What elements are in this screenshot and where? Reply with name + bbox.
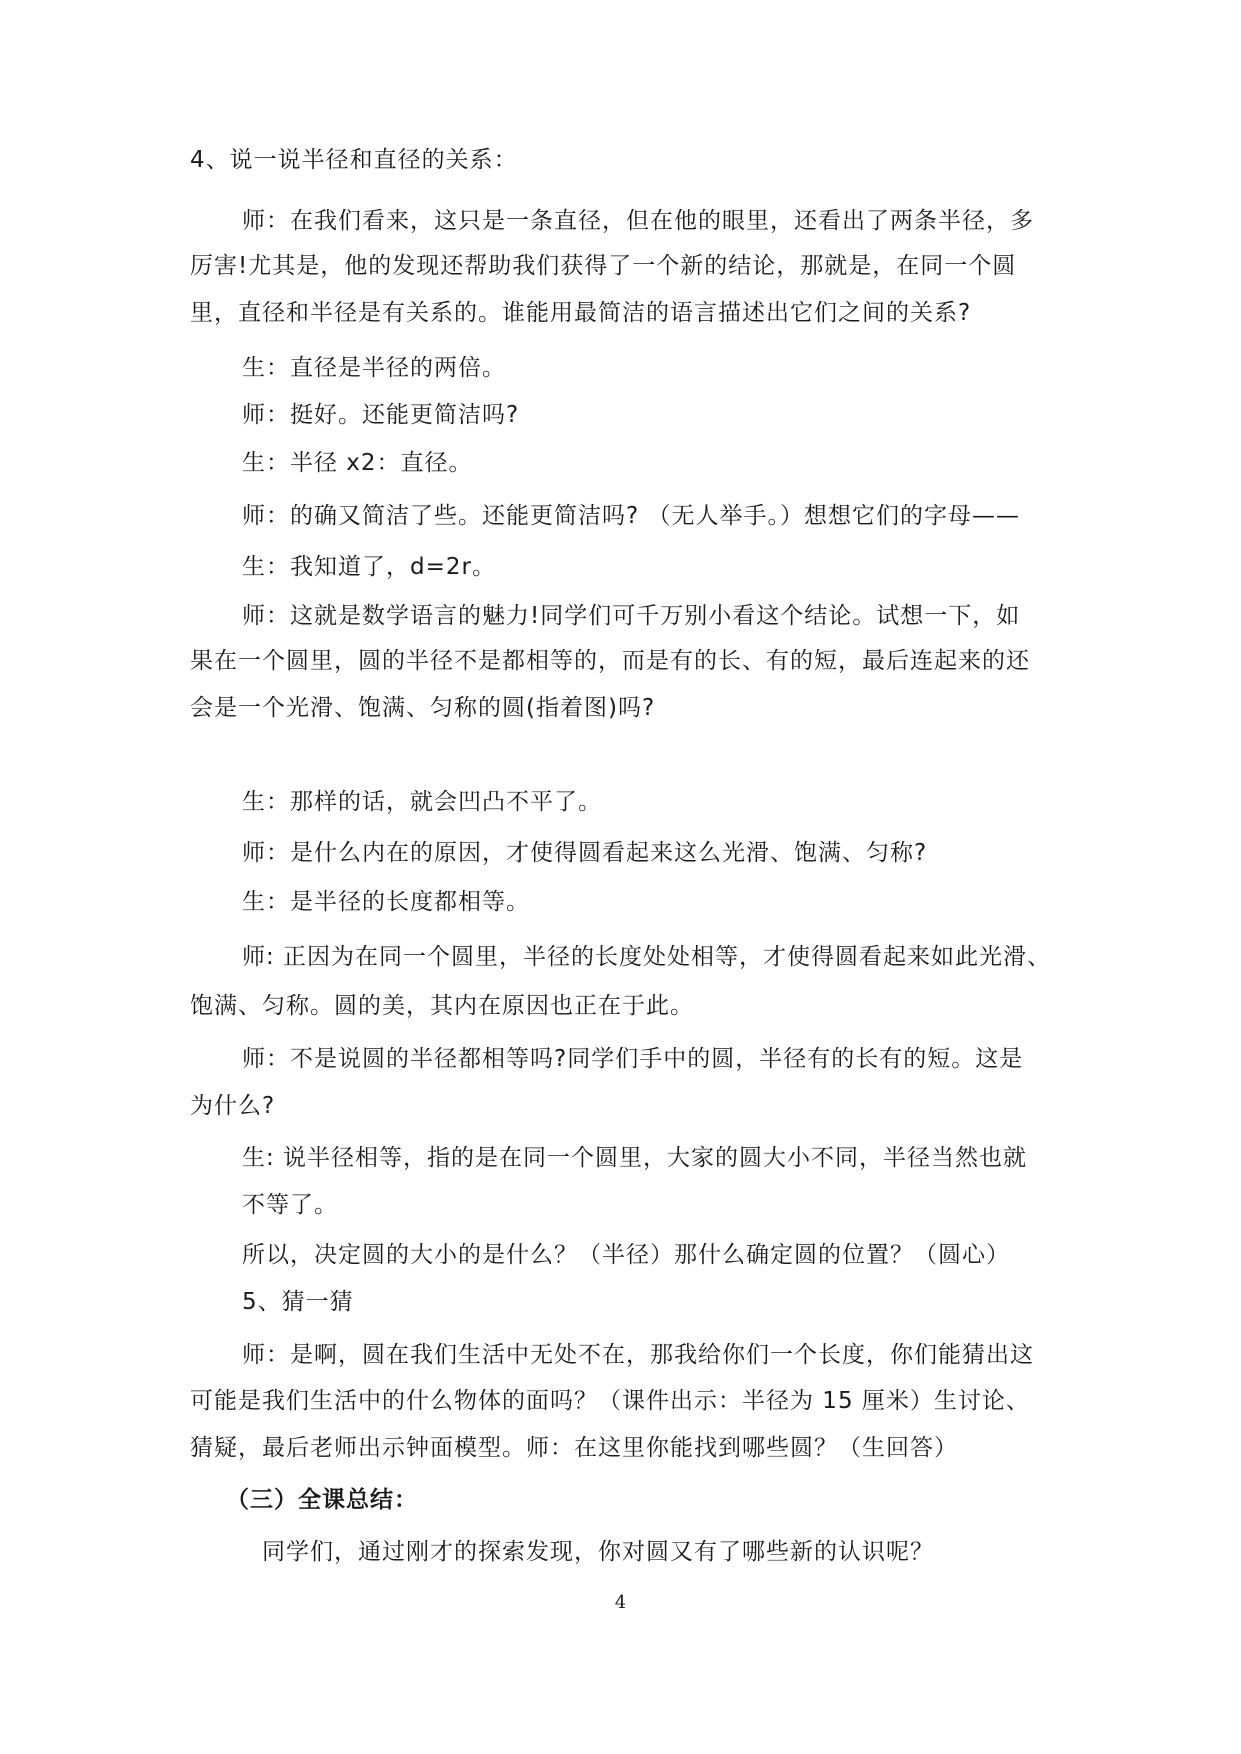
- paragraph-line: 不等了。: [242, 1192, 338, 1218]
- paragraph-line: 为什么?: [190, 1093, 276, 1119]
- section-5-heading: 5、猜一猜: [242, 1289, 354, 1315]
- paragraph-line: 生: 说半径相等，指的是在同一个圆里，大家的圆大小不同，半径当然也就: [242, 1145, 1028, 1171]
- paragraph-line: 厉害!尤其是，他的发现还帮助我们获得了一个新的结论，那就是，在同一个圆: [190, 253, 1017, 279]
- paragraph-line: 生：半径 x2：直径。: [242, 450, 473, 476]
- paragraph-line: 师：是什么内在的原因，才使得圆看起来这么光滑、饱满、匀称?: [242, 840, 928, 866]
- paragraph-line: 师：这就是数学语言的魅力!同学们可千万别小看这个结论。试想一下，如: [242, 603, 1021, 629]
- paragraph-line: 生：是半径的长度都相等。: [242, 889, 530, 915]
- paragraph-line: 师：挺好。还能更简洁吗?: [242, 402, 520, 428]
- section-4-heading: 4、说一说半径和直径的关系：: [190, 147, 518, 173]
- paragraph-line: 师：不是说圆的半径都相等吗?同学们手中的圆，半径有的长有的短。这是: [242, 1046, 1024, 1072]
- paragraph-line: 师: 正因为在同一个圆里，半径的长度处处相等，才使得圆看起来如此光滑、: [242, 944, 1052, 970]
- paragraph-line: 生：我知道了，d=2r。: [242, 554, 496, 580]
- section-summary-heading: （三）全课总结：: [226, 1487, 418, 1513]
- paragraph-line: 同学们，通过刚才的探索发现，你对圆又有了哪些新的认识呢？: [262, 1539, 934, 1565]
- paragraph-line: 所以，决定圆的大小的是什么？（半径）那什么确定圆的位置？（圆心）: [242, 1242, 1010, 1268]
- paragraph-line: 师：是啊，圆在我们生活中无处不在，那我给你们一个长度，你们能猜出这: [242, 1342, 1034, 1368]
- page-number: 4: [614, 1592, 627, 1613]
- paragraph-line: 师：的确又简洁了些。还能更简洁吗? （无人举手。）想想它们的字母——: [242, 503, 1021, 529]
- paragraph-line: 猜疑，最后老师出示钟面模型。师：在这里你能找到哪些圆？（生回答）: [190, 1435, 958, 1461]
- paragraph-line: 师：在我们看来，这只是一条直径，但在他的眼里，还看出了两条半径，多: [242, 208, 1034, 234]
- paragraph-line: 果在一个圆里，圆的半径不是都相等的，而是有的长、有的短，最后连起来的还: [190, 648, 1030, 674]
- paragraph-line: 可能是我们生活中的什么物体的面吗？（课件出示：半径为 15 厘米）生讨论、: [190, 1388, 1030, 1414]
- paragraph-line: 里，直径和半径是有关系的。谁能用最简洁的语言描述出它们之间的关系?: [190, 300, 972, 326]
- paragraph-line: 饱满、匀称。圆的美，其内在原因也正在于此。: [190, 993, 694, 1019]
- paragraph-line: 生：那样的话，就会凹凸不平了。: [242, 789, 602, 815]
- paragraph-line: 生：直径是半径的两倍。: [242, 355, 506, 381]
- paragraph-line: 会是一个光滑、饱满、匀称的圆(指着图)吗?: [190, 695, 656, 721]
